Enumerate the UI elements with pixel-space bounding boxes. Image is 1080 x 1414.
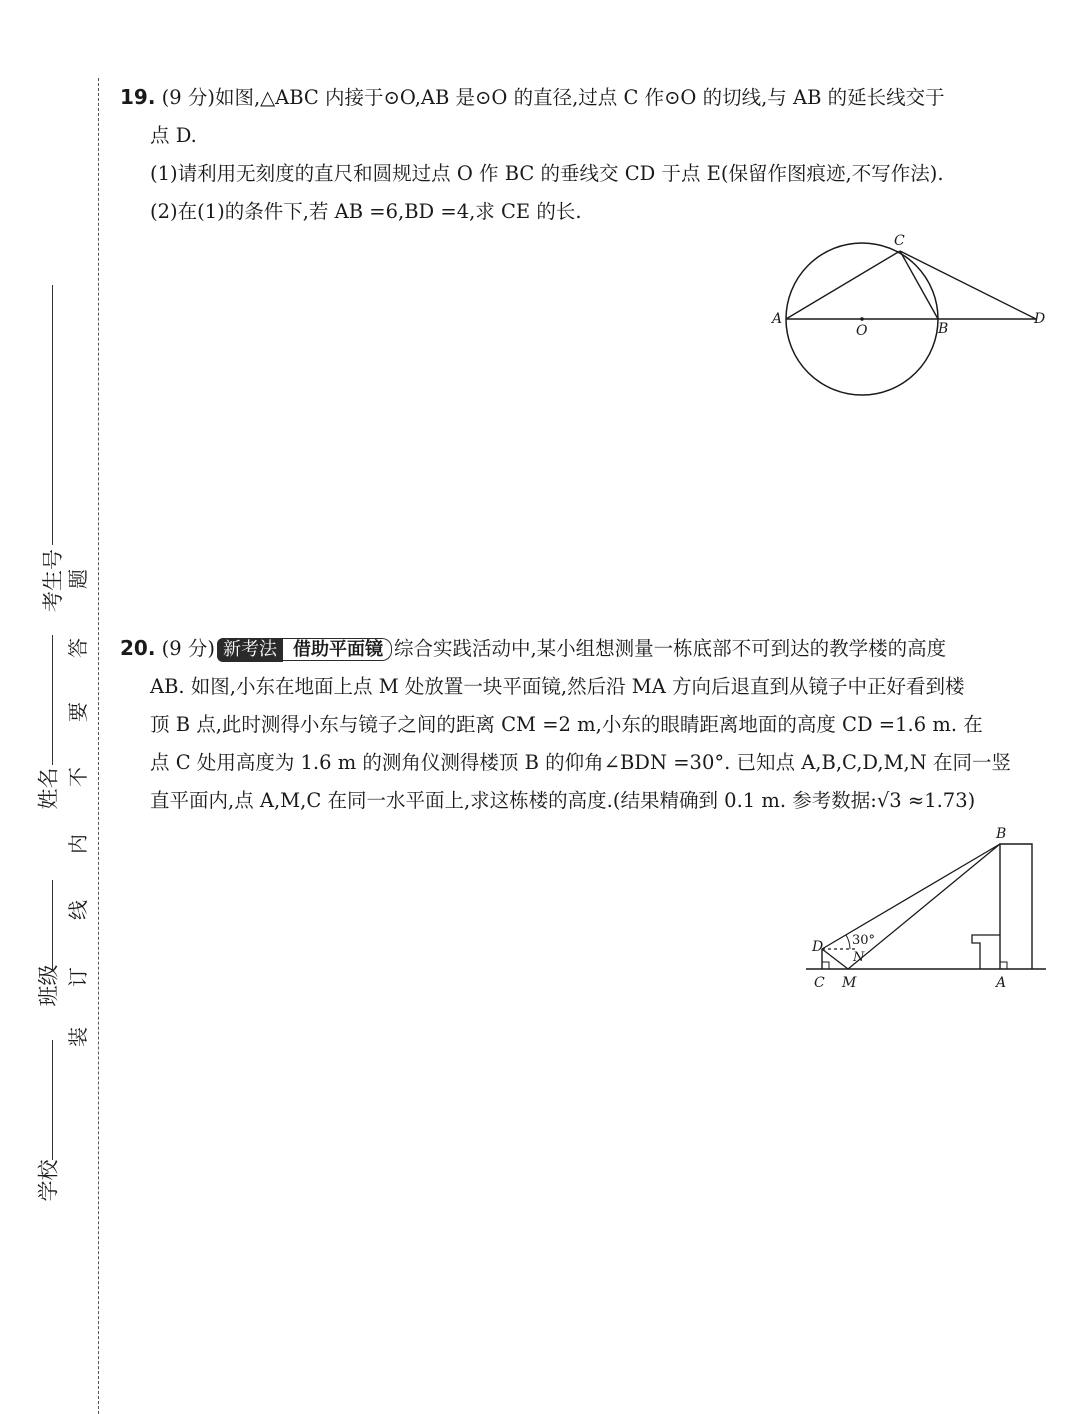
q19-label-c: C [894, 233, 905, 249]
q20-line5: 直平面内,点 A,M,C 在同一水平面上,求这栋楼的高度.(结果精确到 0.1 m. 参考数据:√3 ≈1.73) [150, 789, 976, 812]
q20-line1 [120, 629, 1050, 668]
warning-char-2: 订 [66, 967, 90, 987]
q20-line-mb [848, 844, 1000, 969]
warning-char-1: 装 [66, 1027, 90, 1047]
warning-char-6: 要 [66, 702, 90, 722]
q20-angle-label: 30° [852, 933, 876, 948]
warning-char-5: 不 [66, 767, 90, 787]
q19-label-o: O [856, 323, 868, 339]
q20-label-m: M [842, 975, 857, 991]
q19-line-ac [786, 251, 900, 319]
q20-score: (9 分) [161, 637, 215, 660]
name-fill-line [52, 635, 53, 765]
q20-right-angle-c [822, 962, 829, 969]
q19-part2: (2)在(1)的条件下,若 AB =6,BD =4,求 CE 的长. [150, 200, 582, 223]
question-19 [120, 78, 1050, 231]
q20-tag-mirror: 借助平面镜 [283, 638, 392, 661]
exam-id-label: 考生号 [41, 549, 65, 612]
q19-line1 [120, 78, 1050, 117]
q20-label-b: B [996, 826, 1007, 842]
q20-angle-arc [846, 935, 850, 949]
q19-label-b: B [938, 321, 949, 337]
binding-margin [0, 0, 100, 1414]
q19-figure [770, 225, 1060, 405]
q19-label-d: D [1034, 311, 1046, 327]
q19-line1-text: (9 分)如图,△ABC 内接于⊙O,AB 是⊙O 的直径,过点 C 作⊙O 的切线,与 AB 的延长线交于 [161, 86, 945, 109]
q20-step-structure [972, 935, 1000, 969]
q20-building [1000, 844, 1032, 969]
warning-char-4: 内 [66, 834, 90, 854]
school-label: 学校 [36, 1159, 61, 1202]
q20-figure [800, 825, 1050, 995]
q20-number: 20. [120, 636, 156, 660]
q19-part1: (1)请利用无刻度的直尺和圆规过点 O 作 BC 的垂线交 CD 于点 E(保留作图痕迹,不写作法). [150, 162, 944, 185]
q19-line-cd [900, 251, 1036, 319]
q20-tag-new-method: 新考法 [217, 638, 283, 662]
exam-id-fill-line [52, 285, 53, 545]
warning-char-3: 线 [66, 900, 90, 920]
q20-line3: 顶 B 点,此时测得小东与镜子之间的距离 CM =2 m,小东的眼睛距离地面的高度 CD =1.6 m. 在 [150, 713, 983, 736]
class-label: 班级 [36, 964, 61, 1007]
warning-char-8: 题 [66, 569, 90, 589]
q20-label-a: A [996, 975, 1007, 991]
class-fill-line [52, 880, 53, 970]
q20-line1-text: 综合实践活动中,某小组想测量一栋底部不可到达的教学楼的高度 [393, 637, 947, 660]
warning-char-7: 答 [66, 638, 90, 658]
q20-line2: AB. 如图,小东在地面上点 M 处放置一块平面镜,然后沿 MA 方向后退直到从镜子中正好看到楼 [150, 675, 965, 698]
name-label: 姓名 [36, 767, 61, 810]
binding-dashed-line [98, 78, 99, 1414]
q19-center-dot [860, 317, 864, 321]
question-20 [120, 629, 1050, 820]
q20-line-db [822, 844, 1000, 949]
q20-label-n: N [853, 950, 865, 965]
q20-line4: 点 C 处用高度为 1.6 m 的测角仪测得楼顶 B 的仰角∠BDN =30°. 已知点 A,B,C,D,M,N 在同一竖 [150, 751, 1011, 774]
q19-line2: 点 D. [150, 124, 197, 147]
q20-tag [217, 638, 392, 662]
q19-number: 19. [120, 85, 156, 109]
q20-right-angle-a [1000, 962, 1007, 969]
q20-label-c: C [814, 975, 825, 991]
q20-label-d: D [812, 939, 824, 955]
school-fill-line [52, 1040, 53, 1160]
q19-label-a: A [772, 311, 783, 327]
q20-line-dm [822, 949, 848, 969]
